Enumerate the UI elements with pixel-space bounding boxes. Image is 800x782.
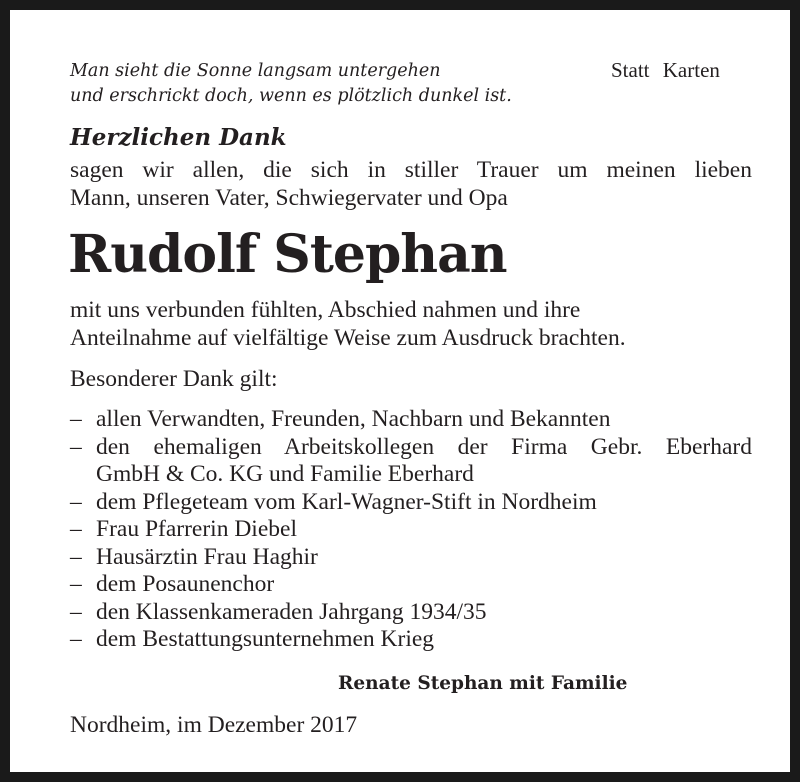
statt-karten-label: Statt Karten — [611, 58, 720, 82]
list-item-text: den ehemaligen Arbeitskollegen der Firma Gebr. Eberhard — [96, 433, 752, 460]
list-item — [70, 434, 752, 489]
list-item — [70, 599, 752, 627]
intro-line-2: Mann, unseren Vater, Schwiegervater und Opa — [70, 185, 508, 211]
list-item-text: Frau Pfarrerin Diebel — [96, 516, 297, 542]
list-item — [70, 516, 752, 544]
list-dash: – — [70, 543, 82, 570]
list-item-text: Hausärztin Frau Haghir — [96, 543, 318, 570]
list-item — [70, 544, 752, 572]
list-item-continuation: GmbH & Co. KG und Familie Eberhard — [96, 461, 474, 487]
list-dash: – — [70, 598, 82, 625]
thanks-list — [70, 406, 752, 654]
list-item-text: allen Verwandten, Freunden, Nachbarn und Bekannten — [96, 406, 611, 432]
deceased-name: Rudolf Stephan — [68, 224, 507, 285]
list-item-text: den Klassenkameraden Jahrgang 1934/35 — [96, 598, 487, 625]
intro-line-1: sagen wir allen, die sich in stiller Trauer um meinen lieben — [70, 157, 752, 183]
signature: Renate Stephan mit Familie — [338, 673, 628, 694]
motto-line-1: Man sieht die Sonne langsam untergehen — [70, 61, 441, 81]
list-dash: – — [70, 571, 82, 597]
list-item-text: dem Posaunenchor — [96, 571, 275, 597]
list-dash: – — [70, 516, 82, 542]
place-date: Nordheim, im Dezember 2017 — [70, 712, 358, 738]
intro-text — [70, 156, 752, 212]
list-item — [70, 406, 752, 434]
motto-line-2: und erschrickt doch, wenn es plötzlich dunkel ist. — [70, 86, 512, 106]
dank-heading: Herzlichen Dank — [70, 124, 287, 151]
list-dash: – — [70, 433, 82, 460]
thanks-line-1: mit uns verbunden fühlten, Abschied nahmen und ihre — [70, 297, 581, 323]
motto-quote — [70, 59, 512, 109]
list-item — [70, 626, 752, 654]
special-thanks-label: Besonderer Dank gilt: — [70, 366, 278, 392]
thanks-line-2: Anteilnahme auf vielfältige Weise zum Ausdruck brachten. — [70, 325, 626, 351]
list-item-text: dem Bestattungsunternehmen Krieg — [96, 626, 435, 652]
thanks-body — [70, 296, 626, 352]
list-dash: – — [70, 488, 82, 515]
list-dash: – — [70, 626, 82, 652]
list-item-text: dem Pflegeteam vom Karl-Wagner-Stift in Nordheim — [96, 488, 597, 515]
list-item — [70, 489, 752, 517]
list-dash: – — [70, 406, 82, 432]
list-item — [70, 571, 752, 599]
